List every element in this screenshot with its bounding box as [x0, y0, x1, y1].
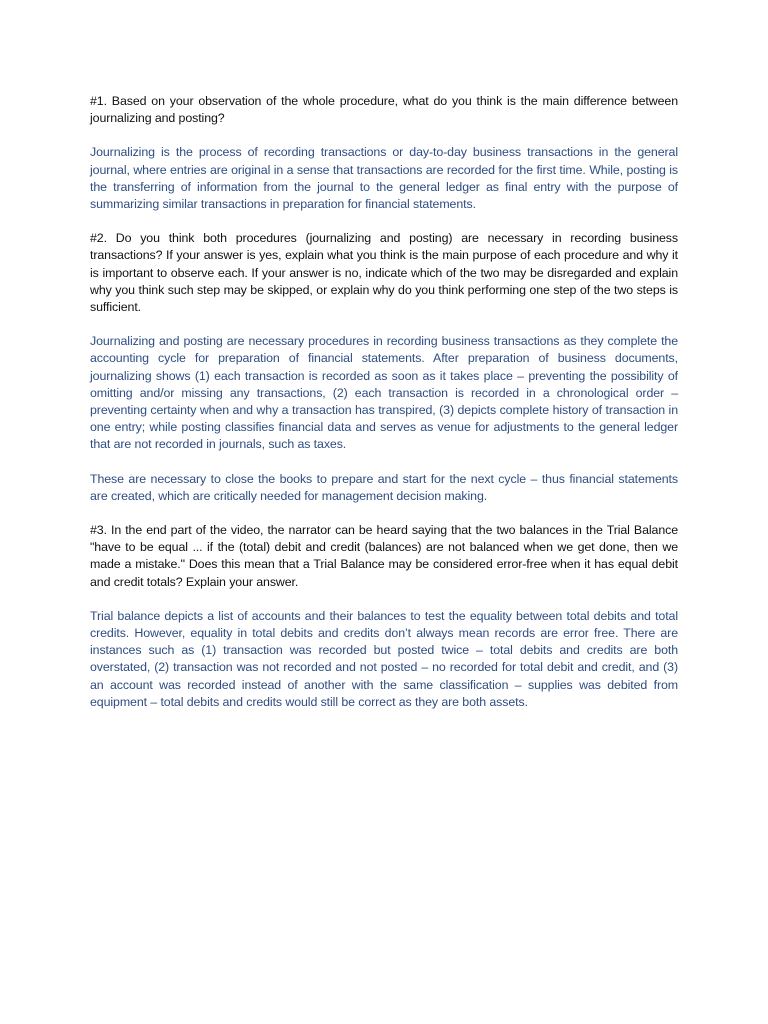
question-1: #1. Based on your observation of the whole procedure, what do you think is the main difference between journalizing and posting? [90, 94, 678, 126]
answer-1: Journalizing is the process of recording transactions or day-to-day business transactions in the general journal, where entries are original in a sense that transactions are recorded for the first time. While, posting is the transferring of information from the journal to the general ledger as final entry with the purpose of summarizing similar transactions in preparation for financial statements. [90, 145, 678, 212]
answer-2-paragraph-2: These are necessary to close the books to prepare and start for the next cycle – thus financial statements are created, which are critically needed for management decision making. [90, 471, 678, 503]
document-body [90, 93, 678, 711]
answer-3: Trial balance depicts a list of accounts and their balances to test the equality between total debits and total credits. However, equality in total debits and credits don’t always mean records are error free. There are instances such as (1) transaction was recorded but posted twice – total debits and credits are both overstated, (2) transaction was not recorded and not posted – no recorded for total debit and credit, and (3) an account was recorded instead of another with the same classification – supplies was debited from equipment – total debits and credits would still be correct as they are both assets. [90, 608, 678, 709]
question-3: #3. In the end part of the video, the narrator can be heard saying that the two balances in the Trial Balance "have to be equal ... if the (total) debit and credit (balances) are not balanced when we get done, then we made a mistake." Does this mean that a Trial Balance may be considered error-free when it has equal debit and credit totals? Explain your answer. [90, 523, 678, 589]
question-2: #2. Do you think both procedures (journalizing and posting) are necessary in recording business transactions? If your answer is yes, explain what you think is the main purpose of each procedure and why it is important to observe each. If your answer is no, indicate which of the two may be disregarded and explain why you think such step may be skipped, or explain why do you think performing one step of the two steps is sufficient. [90, 231, 678, 315]
answer-2-paragraph-1: Journalizing and posting are necessary procedures in recording business transactions as they complete the accounting cycle for preparation of financial statements. After preparation of business documents, journalizing shows (1) each transaction is recorded as soon as it takes place – preventing the possibility of omitting and/or missing any transactions, (2) each transaction is recorded in a chronological order – preventing certainty when and why a transaction has transpired, (3) depicts complete history of transaction in one entry; while posting classifies financial data and serves as venue for adjustments to the general ledger that are not recorded in journals, such as taxes. [90, 334, 678, 452]
